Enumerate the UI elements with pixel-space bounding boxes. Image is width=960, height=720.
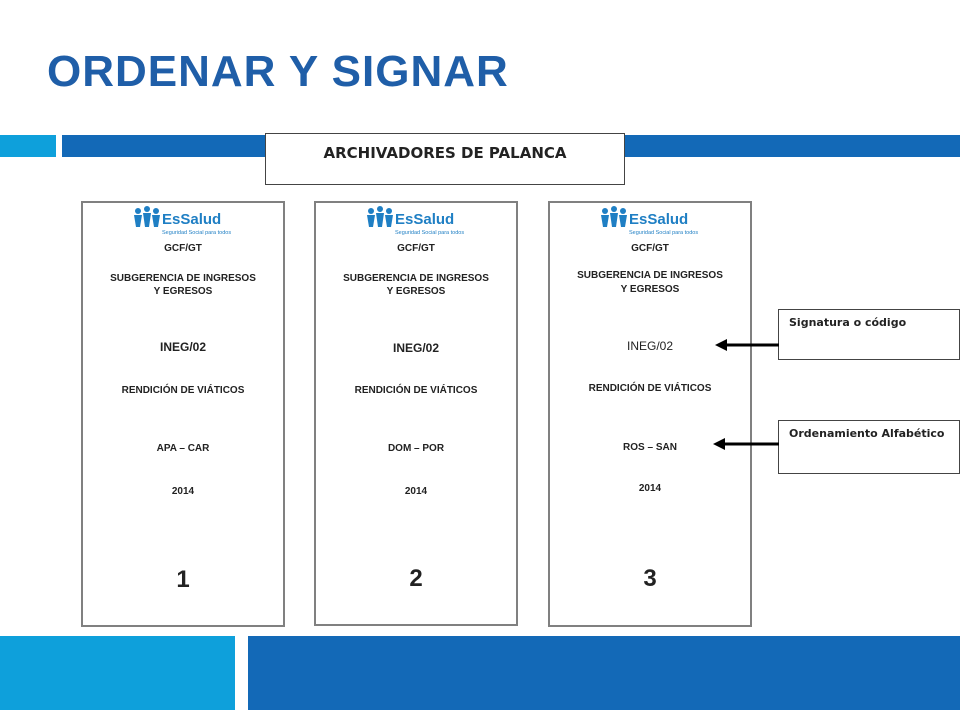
logo-brand: EsSalud: [629, 211, 689, 228]
card-department-2: Y EGRESOS: [386, 286, 446, 297]
card-range: APA – CAR: [156, 443, 210, 454]
card-department-1: SUBGERENCIA DE INGRESOS: [343, 273, 489, 284]
essalud-logo: [131, 205, 235, 239]
page-title: ORDENAR Y SIGNAR: [47, 47, 509, 96]
card-year: 2014: [404, 486, 428, 497]
card-number: 1: [176, 566, 190, 593]
logo-brand: EsSalud: [162, 211, 222, 228]
card-department-2: Y EGRESOS: [620, 284, 680, 295]
card-department-1: SUBGERENCIA DE INGRESOS: [110, 273, 256, 284]
card-department-1: SUBGERENCIA DE INGRESOS: [577, 270, 723, 281]
essalud-logo: [364, 205, 468, 239]
logo-tagline: Seguridad Social para todos: [395, 230, 465, 236]
card-subject: RENDICIÓN DE VIÁTICOS: [588, 383, 712, 394]
binder-card-3: [548, 201, 752, 627]
bottom-band-light: [0, 636, 235, 710]
card-code: INEG/02: [626, 339, 674, 353]
signature-note: Signatura o código: [778, 309, 960, 360]
card-number: 3: [643, 565, 657, 592]
card-office: GCF/GT: [631, 243, 669, 254]
card-code: INEG/02: [392, 341, 440, 355]
card-subject: RENDICIÓN DE VIÁTICOS: [121, 385, 245, 396]
card-year: 2014: [638, 483, 662, 494]
card-department-2: Y EGRESOS: [153, 286, 213, 297]
card-range: ROS – SAN: [623, 442, 677, 453]
logo-brand: EsSalud: [395, 211, 455, 228]
card-range: DOM – POR: [387, 443, 445, 454]
card-code: INEG/02: [159, 340, 207, 354]
top-band-light: [0, 135, 56, 157]
card-year: 2014: [171, 486, 195, 497]
card-office: GCF/GT: [397, 243, 435, 254]
bottom-band-dark: [248, 636, 960, 710]
essalud-logo: [598, 205, 702, 239]
logo-tagline: Seguridad Social para todos: [629, 230, 699, 236]
logo-tagline: Seguridad Social para todos: [162, 230, 232, 236]
binder-card-2: [314, 201, 518, 626]
header-label: ARCHIVADORES DE PALANCA: [265, 133, 625, 185]
arrow-left-icon: [713, 436, 779, 452]
card-number: 2: [409, 565, 423, 592]
binder-card-1: [81, 201, 285, 627]
card-subject: RENDICIÓN DE VIÁTICOS: [354, 385, 478, 396]
arrow-left-icon: [715, 337, 779, 353]
card-office: GCF/GT: [164, 243, 202, 254]
alphabetical-note: Ordenamiento Alfabético: [778, 420, 960, 474]
